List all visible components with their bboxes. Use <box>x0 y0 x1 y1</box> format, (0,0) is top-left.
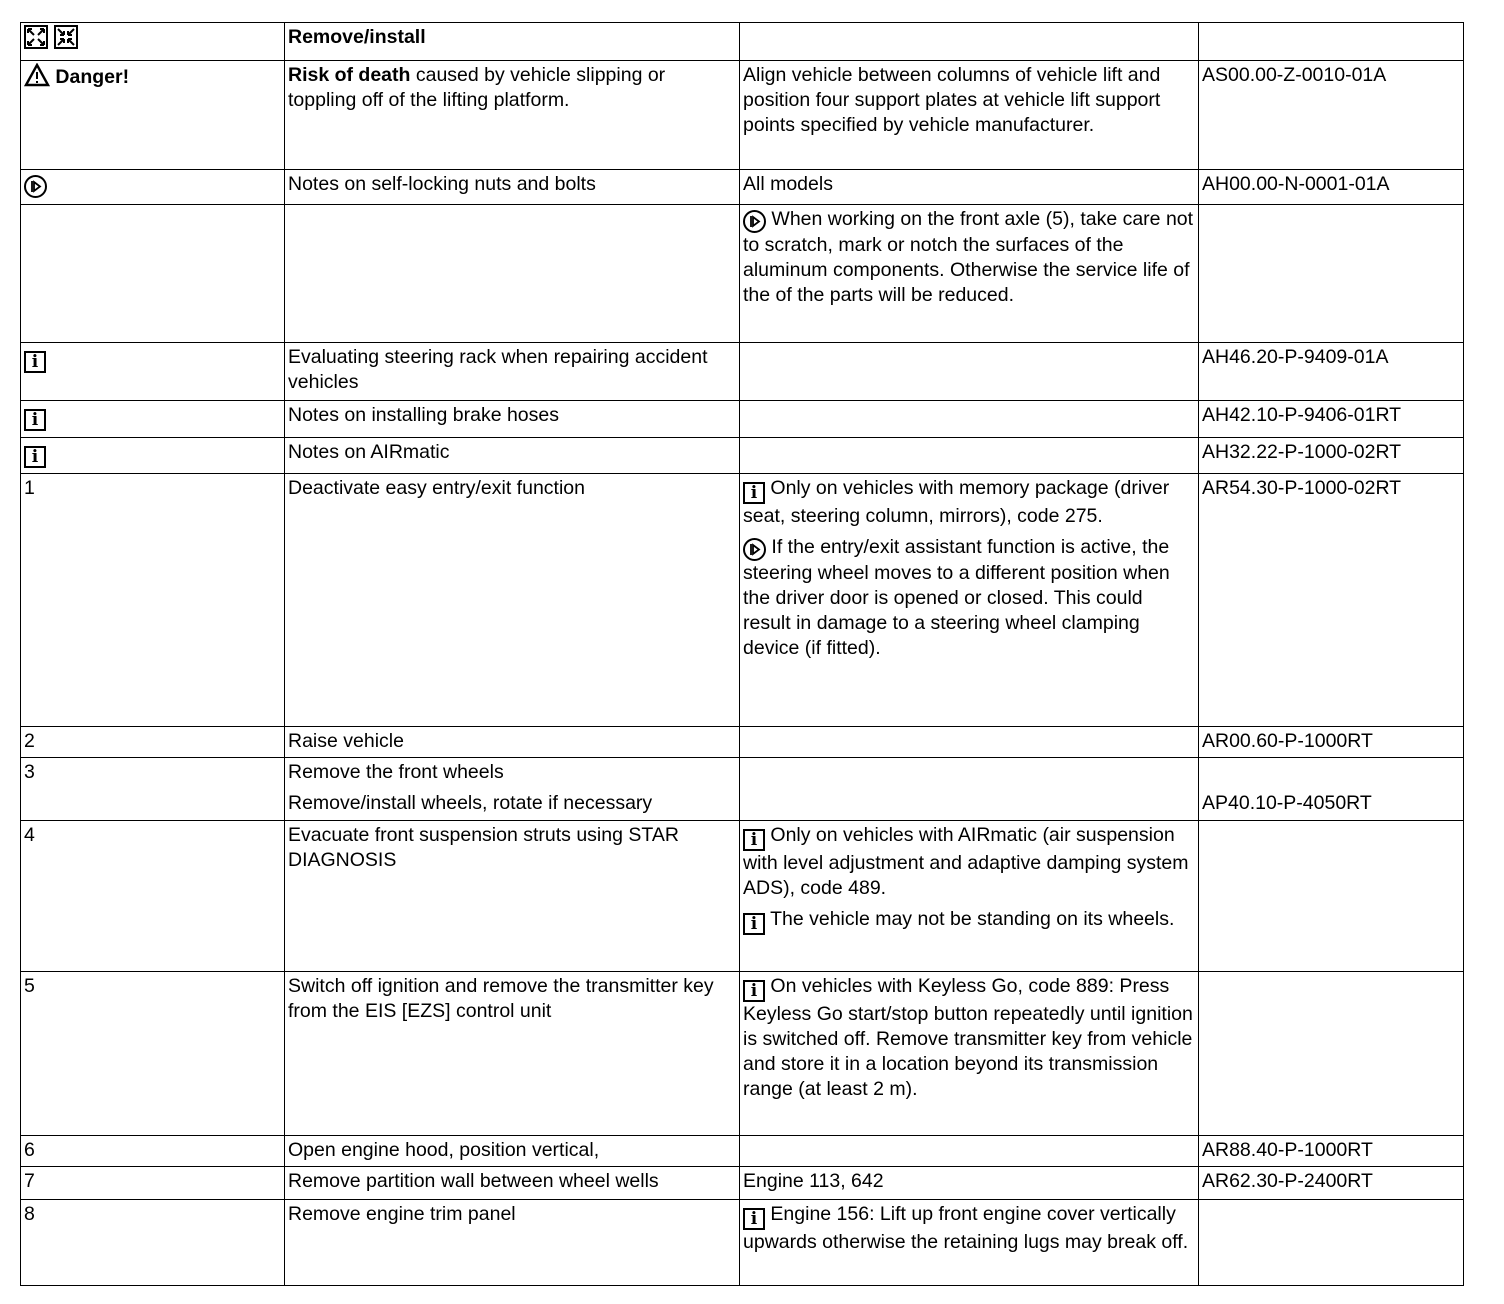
table-row <box>21 170 1464 205</box>
note-circle-icon <box>743 538 766 561</box>
note-circle-icon <box>743 210 766 233</box>
step-number: 8 <box>21 1200 285 1286</box>
header-empty <box>740 23 1199 61</box>
table-row <box>21 727 1464 758</box>
expand-icon[interactable] <box>24 25 48 49</box>
note-text: If the entry/exit assistant function is active, the steering wheel moves to a different position when the driver door is opened or closed. This could result in damage to a steering wheel clamping device (if fitted). <box>743 536 1170 659</box>
table-row <box>21 1200 1464 1286</box>
table-row <box>21 758 1464 821</box>
action-text: Deactivate easy entry/exit function <box>285 474 740 727</box>
action-text: Open engine hood, position vertical, <box>285 1136 740 1167</box>
note-circle-icon <box>24 175 47 198</box>
note-cell <box>740 474 1199 727</box>
action-text: Remove partition wall between wheel wells <box>285 1167 740 1200</box>
note-cell <box>740 758 1199 821</box>
danger-cell <box>21 61 285 170</box>
info-box-icon: i <box>24 446 46 468</box>
note-text: Only on vehicles with AIRmatic (air suspension with level adjustment and adaptive damping system ADS), code 489. <box>743 824 1189 899</box>
note-cell <box>740 205 1199 343</box>
reference-link[interactable]: AS00.00-Z-0010-01A <box>1199 61 1464 170</box>
action-text: Notes on AIRmatic <box>285 438 740 474</box>
note-cell <box>740 401 1199 438</box>
reference-link[interactable]: AR62.30-P-2400RT <box>1199 1167 1464 1200</box>
action-text: Notes on self-locking nuts and bolts <box>285 170 740 205</box>
danger-label: Danger! <box>55 66 130 88</box>
step-number: 6 <box>21 1136 285 1167</box>
step-number: 2 <box>21 727 285 758</box>
action-text: Notes on installing brake hoses <box>285 401 740 438</box>
step-number: 3 <box>21 758 285 821</box>
note-text: The vehicle may not be standing on its wheels. <box>770 908 1175 930</box>
note-cell: Align vehicle between columns of vehicle lift and position four support plates at vehicle lift support points specified by vehicle manufacturer. <box>740 61 1199 170</box>
risk-label: Risk of death <box>288 64 411 86</box>
note-cell <box>740 821 1199 972</box>
reference-link[interactable]: AH42.10-P-9406-01RT <box>1199 401 1464 438</box>
table-row <box>21 1167 1464 1200</box>
info-box-icon: i <box>24 409 46 431</box>
note-cell <box>740 972 1199 1136</box>
action-text: Remove engine trim panel <box>285 1200 740 1286</box>
action-text: Remove the front wheels <box>288 761 504 783</box>
step-number: 7 <box>21 1167 285 1200</box>
note-cell: All models <box>740 170 1199 205</box>
action-text: Evacuate front suspension struts using STAR DIAGNOSIS <box>285 821 740 972</box>
table-row <box>21 61 1464 170</box>
reference-link[interactable]: AH00.00-N-0001-01A <box>1199 170 1464 205</box>
icon-cell <box>21 343 285 401</box>
action-cell <box>285 61 740 170</box>
note-text: Only on vehicles with memory package (driver seat, steering column, mirrors), code 275. <box>743 477 1170 527</box>
info-box-icon: i <box>743 980 765 1002</box>
table-row <box>21 1136 1464 1167</box>
action-cell <box>285 205 740 343</box>
step-number: 5 <box>21 972 285 1136</box>
warning-triangle-icon <box>24 63 50 87</box>
action-text: Raise vehicle <box>285 727 740 758</box>
reference-link[interactable]: AP40.10-P-4050RT <box>1202 792 1372 814</box>
note-text: On vehicles with Keyless Go, code 889: Press Keyless Go start/stop button repeatedly until ignition is switched off. Remove transmitter key from vehicle and store it in a location beyond its transmission range (at least 2 m). <box>743 975 1193 1100</box>
info-box-icon: i <box>743 482 765 504</box>
reference-link[interactable]: AH32.22-P-1000-02RT <box>1199 438 1464 474</box>
table-row <box>21 821 1464 972</box>
info-box-icon: i <box>743 1208 765 1230</box>
table-row <box>21 474 1464 727</box>
reference-cell <box>1199 1200 1464 1286</box>
table-header-row <box>21 23 1464 61</box>
note-cell <box>740 343 1199 401</box>
collapse-icon[interactable] <box>54 25 78 49</box>
procedure-table <box>20 22 1464 1286</box>
header-title: Remove/install <box>285 23 740 61</box>
info-box-icon: i <box>24 351 46 373</box>
reference-link[interactable]: AR88.40-P-1000RT <box>1199 1136 1464 1167</box>
reference-cell <box>1199 758 1464 821</box>
note-cell <box>740 1136 1199 1167</box>
table-row <box>21 972 1464 1136</box>
note-cell <box>740 727 1199 758</box>
action-text: Evaluating steering rack when repairing accident vehicles <box>285 343 740 401</box>
toolbar-cell <box>21 23 285 61</box>
icon-cell <box>21 401 285 438</box>
action-text: Switch off ignition and remove the transmitter key from the EIS [EZS] control unit <box>285 972 740 1136</box>
icon-cell <box>21 438 285 474</box>
table-row <box>21 401 1464 438</box>
action-text: Remove/install wheels, rotate if necessary <box>288 792 653 814</box>
reference-link[interactable]: AR00.60-P-1000RT <box>1199 727 1464 758</box>
action-text: caused by vehicle slipping or toppling off of the lifting platform. <box>288 64 666 111</box>
table-row <box>21 438 1464 474</box>
note-cell <box>740 438 1199 474</box>
icon-cell <box>21 170 285 205</box>
icon-cell <box>21 205 285 343</box>
reference-cell <box>1199 821 1464 972</box>
header-empty <box>1199 23 1464 61</box>
table-row <box>21 205 1464 343</box>
note-text: When working on the front axle (5), take care not to scratch, mark or notch the surfaces of the aluminum components. Otherwise the service life of the of the parts will be reduced. <box>743 208 1194 306</box>
reference-link[interactable]: AH46.20-P-9409-01A <box>1199 343 1464 401</box>
reference-cell <box>1199 972 1464 1136</box>
action-cell <box>285 758 740 821</box>
reference-link[interactable]: AR54.30-P-1000-02RT <box>1199 474 1464 727</box>
info-box-icon: i <box>743 829 765 851</box>
table-row <box>21 343 1464 401</box>
reference-cell <box>1199 205 1464 343</box>
info-box-icon: i <box>743 913 765 935</box>
note-cell: Engine 113, 642 <box>740 1167 1199 1200</box>
step-number: 4 <box>21 821 285 972</box>
note-text: Engine 156: Lift up front engine cover vertically upwards otherwise the retaining lugs may break off. <box>743 1203 1189 1253</box>
note-cell <box>740 1200 1199 1286</box>
step-number: 1 <box>21 474 285 727</box>
